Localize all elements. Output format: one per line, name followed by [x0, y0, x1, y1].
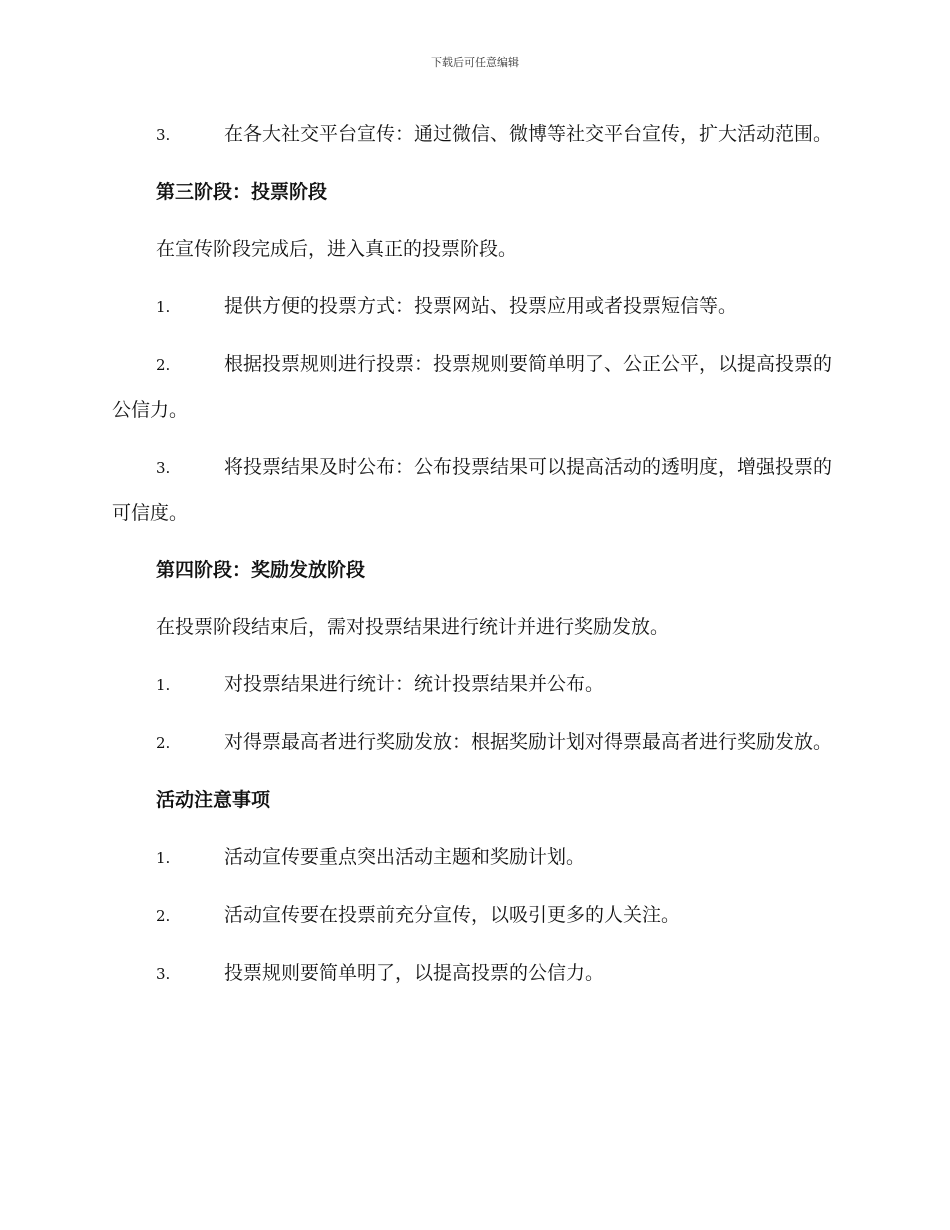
list-item: [112, 951, 836, 997]
list-item: [112, 445, 836, 536]
list-item-text: 投票规则要简单明了，以提高投票的公信力。: [224, 962, 605, 984]
list-item: [112, 835, 836, 881]
list-item-text: 根据投票规则进行投票：投票规则要简单明了、公正公平，以提高投票的公信力。: [112, 353, 833, 421]
list-item: [112, 893, 836, 939]
list-item-number: 2.: [156, 356, 171, 374]
list-item-text: 对得票最高者进行奖励发放：根据奖励计划对得票最高者进行奖励发放。: [224, 731, 833, 753]
list-item-number: 1.: [156, 298, 171, 316]
section-heading-stage-3: 第三阶段：投票阶段: [156, 181, 328, 203]
list-item-text: 活动宣传要在投票前充分宣传，以吸引更多的人关注。: [224, 904, 681, 926]
section-heading-notes: 活动注意事项: [156, 789, 271, 811]
list-item-number: 1.: [156, 849, 171, 867]
list-item-text: 在各大社交平台宣传：通过微信、微博等社交平台宣传，扩大活动范围。: [224, 123, 833, 145]
paragraph: 在投票阶段结束后，需对投票结果进行统计并进行奖励发放。: [156, 616, 670, 638]
list-item-number: 2.: [156, 907, 171, 925]
list-item-number: 1.: [156, 676, 171, 694]
list-item: [112, 662, 836, 708]
list-item-number: 3.: [156, 459, 171, 477]
list-item-number: 3.: [156, 965, 171, 983]
document-body: [112, 112, 836, 1009]
section-heading-stage-4: 第四阶段：奖励发放阶段: [156, 559, 366, 581]
list-item-text: 提供方便的投票方式：投票网站、投票应用或者投票短信等。: [224, 295, 738, 317]
paragraph: 在宣传阶段完成后，进入真正的投票阶段。: [156, 238, 518, 260]
list-item: [112, 342, 836, 433]
list-item-text: 对投票结果进行统计：统计投票结果并公布。: [224, 673, 605, 695]
list-item-number: 2.: [156, 734, 171, 752]
list-item-text: 将投票结果及时公布：公布投票结果可以提高活动的透明度，增强投票的可信度。: [112, 456, 833, 524]
list-item: [112, 112, 836, 158]
list-item-number: 3.: [156, 126, 171, 144]
list-item-text: 活动宣传要重点突出活动主题和奖励计划。: [224, 846, 586, 868]
list-item: [112, 720, 836, 766]
page-header: 下载后可任意编辑: [431, 56, 519, 69]
list-item: [112, 284, 836, 330]
